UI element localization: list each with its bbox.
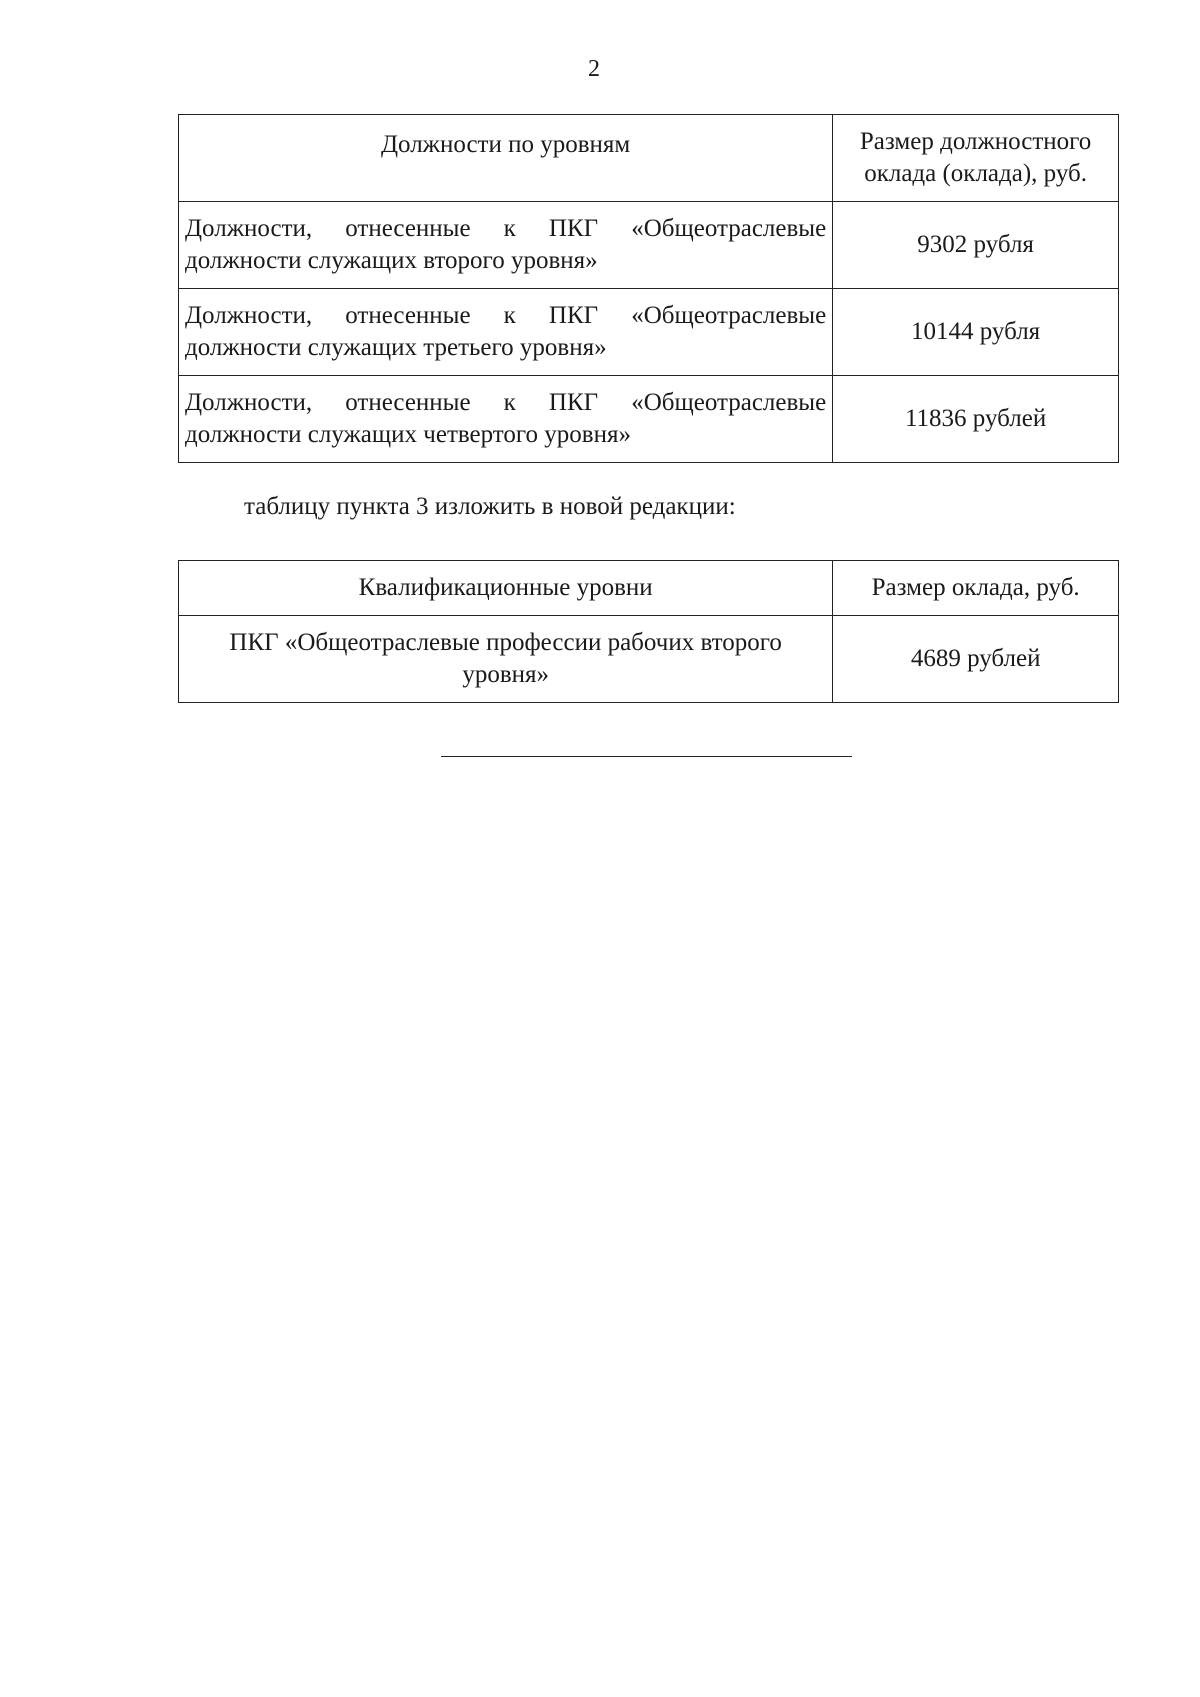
intro-paragraph: таблицу пункта 3 изложить в новой редакции:	[244, 493, 736, 520]
salary-cell: 11836 рублей	[833, 376, 1119, 463]
header-qualification-levels: Квалификационные уровни	[179, 561, 833, 616]
table-row	[179, 202, 1119, 289]
header-salary: Размер оклада, руб.	[833, 561, 1119, 616]
table-header-row	[179, 115, 1119, 202]
salary-cell: 9302 рубля	[833, 202, 1119, 289]
position-cell: Должности, отнесенные к ПКГ «Общеотраслевые должности служащих третьего уровня»	[179, 289, 833, 376]
position-cell: Должности, отнесенные к ПКГ «Общеотраслевые должности служащих четвертого уровня»	[179, 376, 833, 463]
table-row	[179, 289, 1119, 376]
salary-table-positions	[178, 114, 1119, 463]
closing-line	[441, 756, 852, 757]
salary-table-qualifications	[178, 560, 1119, 703]
page-number: 2	[588, 56, 600, 82]
salary-cell: 10144 рубля	[833, 289, 1119, 376]
salary-cell: 4689 рублей	[833, 616, 1119, 703]
table-header-row	[179, 561, 1119, 616]
position-cell: Должности, отнесенные к ПКГ «Общеотраслевые должности служащих второго уровня»	[179, 202, 833, 289]
header-salary: Размер должностного оклада (оклада), руб.	[833, 115, 1119, 202]
table-row	[179, 376, 1119, 463]
table-row	[179, 616, 1119, 703]
header-positions: Должности по уровням	[179, 115, 833, 202]
qualification-cell: ПКГ «Общеотраслевые профессии рабочих второго уровня»	[179, 616, 833, 703]
